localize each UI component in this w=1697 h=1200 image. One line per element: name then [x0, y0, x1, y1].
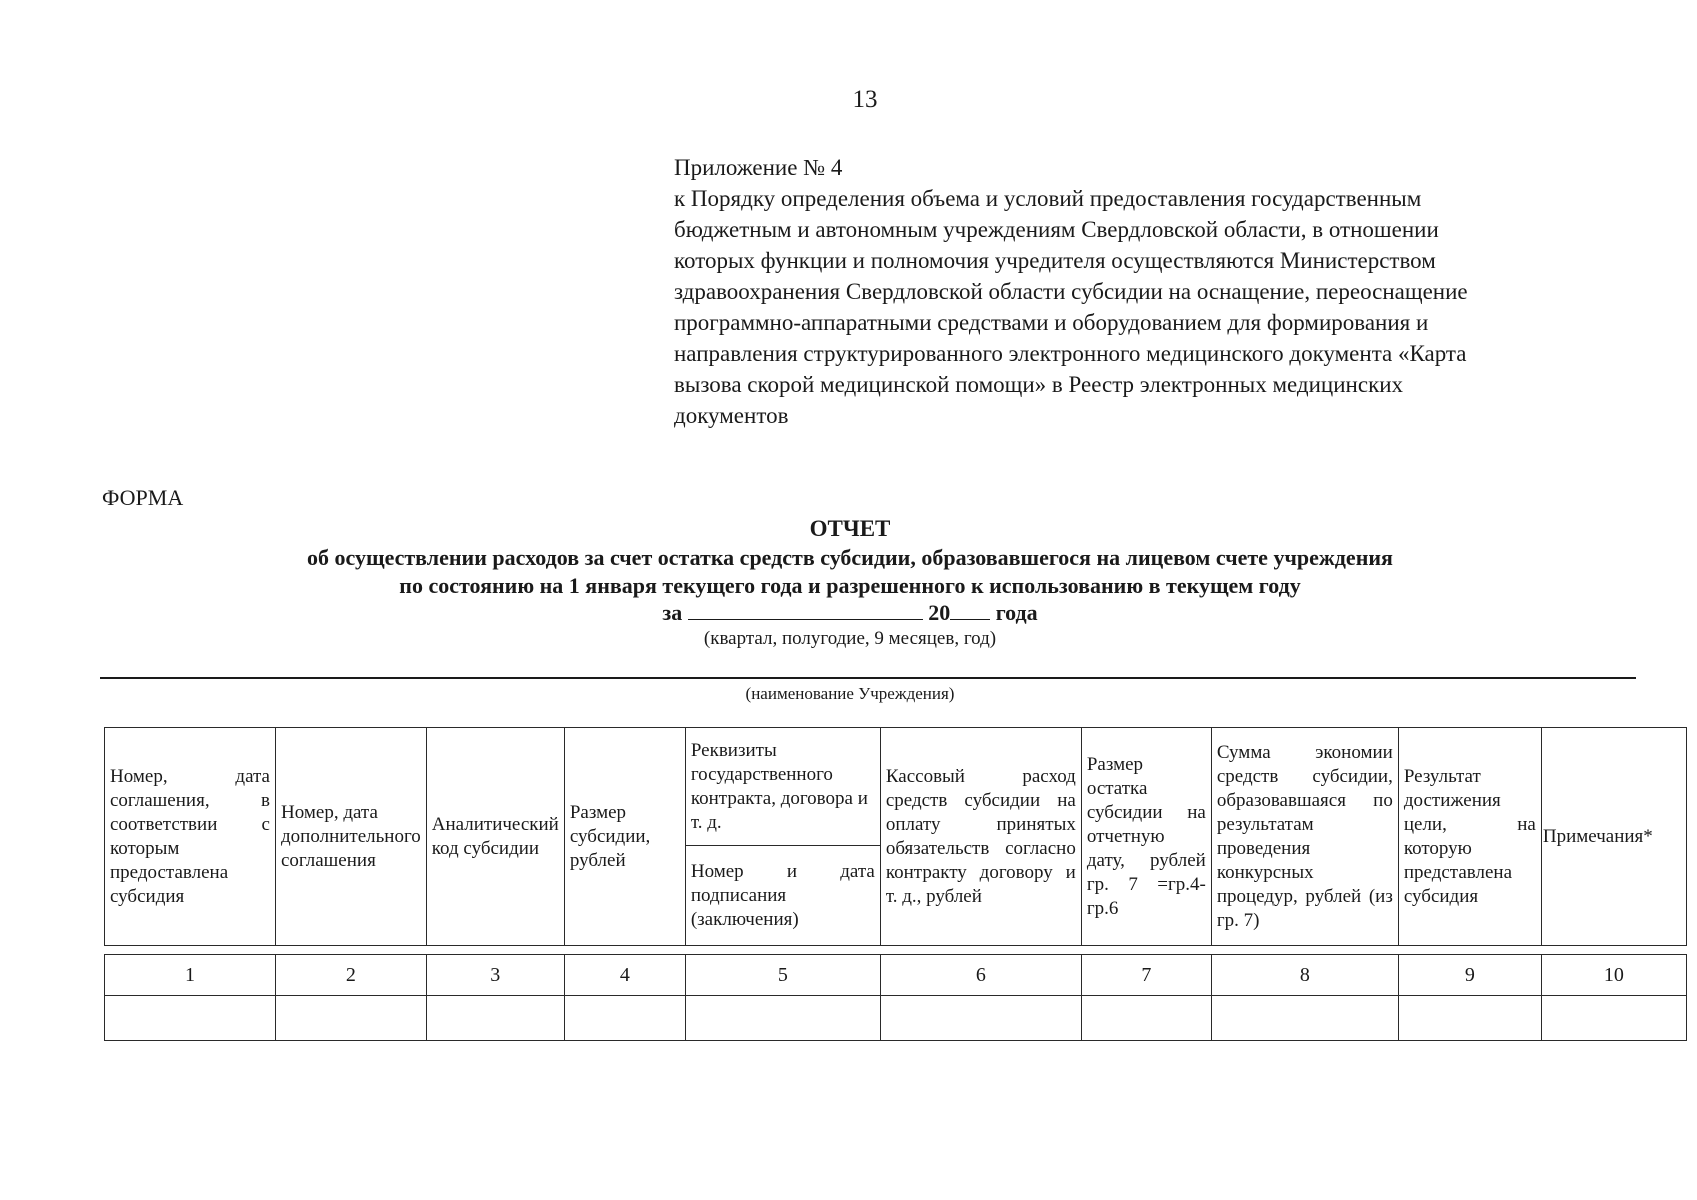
- table-header-row: [105, 728, 1687, 846]
- table-cell[interactable]: [880, 996, 1081, 1041]
- table-cell[interactable]: [1211, 996, 1398, 1041]
- appendix-line: документов: [674, 403, 789, 428]
- header-cell: Кассовый расход средств субсидии на оплату принятых обязательств согласно контракту договору и т. д., рублей: [880, 728, 1081, 946]
- organization-name-line[interactable]: [100, 677, 1636, 679]
- header-cell: Сумма экономии средств субсидии, образовавшаяся по результатам проведения конкурсных процедур, рублей (из гр. 7): [1211, 728, 1398, 946]
- organization-hint: (наименование Учреждения): [745, 684, 955, 703]
- column-number: 7: [1081, 955, 1211, 996]
- report-subtitle-2: по состоянию на 1 января текущего года и разрешенного к использованию в текущем году: [399, 573, 1301, 598]
- header-cell: Примечания*: [1541, 728, 1686, 946]
- appendix-line: программно-аппаратными средствами и оборудованием для формирования и: [674, 310, 1429, 335]
- header-cell: Размер субсидии, рублей: [564, 728, 685, 946]
- period-year-prefix: 20: [928, 600, 951, 625]
- header-cell: Аналитический код субсидии: [426, 728, 564, 946]
- period-hint: (квартал, полугодие, 9 месяцев, год): [703, 628, 997, 649]
- column-number: 2: [276, 955, 427, 996]
- table-cell[interactable]: [564, 996, 685, 1041]
- table-cell[interactable]: [276, 996, 427, 1041]
- column-number: 4: [564, 955, 685, 996]
- table-cell[interactable]: [105, 996, 276, 1041]
- appendix-line: которых функции и полномочия учредителя осуществляются Министерством: [674, 248, 1436, 273]
- table-cell[interactable]: [1398, 996, 1541, 1041]
- column-number: 8: [1211, 955, 1398, 996]
- page-number: 13: [852, 86, 878, 113]
- table-row: [105, 996, 1687, 1041]
- period-blank-field[interactable]: [688, 601, 923, 620]
- column-number: 1: [105, 955, 276, 996]
- appendix-line: бюджетным и автономным учреждениям Свердловской области, в отношении: [674, 217, 1439, 242]
- header-cell: Размер остатка субсидии на отчетную дату, рублей гр. 7 =гр.4-гр.6: [1081, 728, 1211, 946]
- appendix-line: вызова скорой медицинской помощи» в Реестр электронных медицинских: [674, 372, 1404, 397]
- period-prefix: за: [662, 600, 683, 625]
- table-cell[interactable]: [1081, 996, 1211, 1041]
- column-number: 6: [880, 955, 1081, 996]
- column-number: 5: [685, 955, 880, 996]
- table-gap: [105, 946, 1687, 955]
- header-cell: Результат достижения цели, на которую представлена субсидия: [1398, 728, 1541, 946]
- period-suffix: года: [995, 600, 1038, 625]
- column-number: 9: [1398, 955, 1541, 996]
- appendix-title: Приложение № 4: [674, 155, 843, 180]
- table-cell[interactable]: [1541, 996, 1686, 1041]
- table-cell[interactable]: [426, 996, 564, 1041]
- column-number: 3: [426, 955, 564, 996]
- forma-label: ФОРМА: [102, 485, 184, 510]
- appendix-block: [674, 152, 1634, 431]
- header-cell: Номер и дата подписания (заключения): [685, 846, 880, 946]
- column-number-row: [105, 955, 1687, 996]
- header-cell: Номер, дата соглашения, в соответствии с которым предоставлена субсидия: [105, 728, 276, 946]
- appendix-line: к Порядку определения объема и условий предоставления государственным: [674, 186, 1422, 211]
- appendix-line: здравоохранения Свердловской области субсидии на оснащение, переоснащение: [674, 279, 1468, 304]
- table-cell[interactable]: [685, 996, 880, 1041]
- header-cell: Реквизиты государственного контракта, договора и т. д.: [685, 728, 880, 846]
- report-title: ОТЧЕТ: [809, 516, 891, 541]
- report-table: [104, 727, 1687, 1041]
- header-cell: Номер, дата дополнительного соглашения: [276, 728, 427, 946]
- report-period-line: [100, 600, 1600, 626]
- report-subtitle-1: об осуществлении расходов за счет остатка средств субсидии, образовавшегося на лицевом счете учреждения: [307, 545, 1393, 570]
- column-number: 10: [1541, 955, 1686, 996]
- appendix-line: направления структурированного электронного медицинского документа «Карта: [674, 341, 1467, 366]
- year-blank-field[interactable]: [950, 601, 990, 620]
